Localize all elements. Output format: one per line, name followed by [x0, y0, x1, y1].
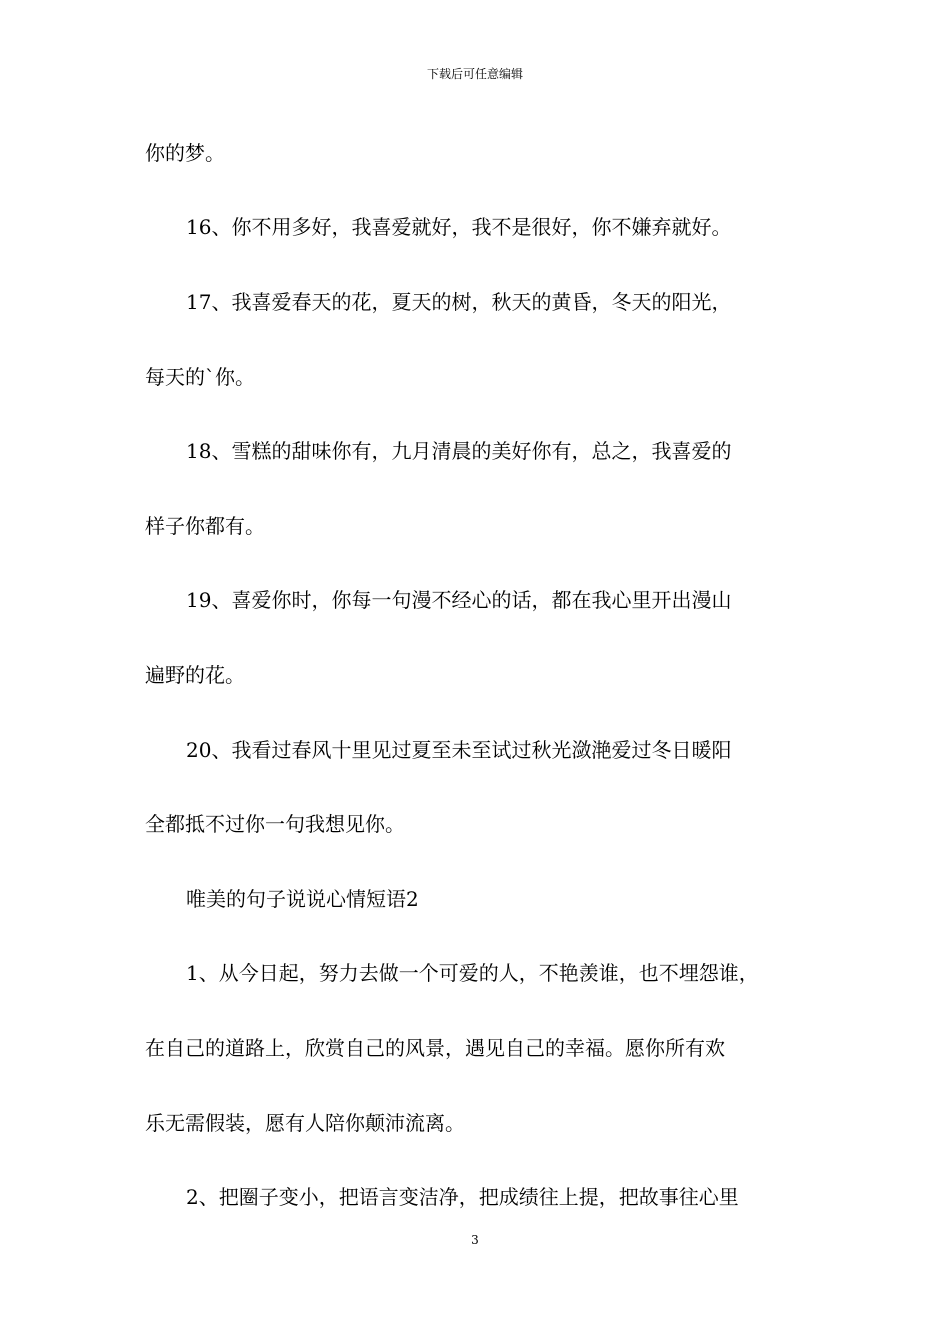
body-text-line: 全都抵不过你一句我想见你。: [145, 812, 405, 836]
body-text-line: 你的梦。: [145, 141, 225, 165]
list-item-20: 20、我看过春风十里见过夏至未至试过秋光潋滟爱过冬日暖阳: [186, 738, 732, 762]
body-text-line: 样子你都有。: [145, 514, 265, 538]
list-item-18: 18、雪糕的甜味你有，九月清晨的美好你有，总之，我喜爱的: [186, 439, 732, 463]
section-heading: 唯美的句子说说心情短语2: [186, 887, 419, 911]
body-text-line: 每天的`你。: [145, 365, 255, 389]
page-number: 3: [471, 1233, 479, 1247]
list-item-1: 1、从今日起，努力去做一个可爱的人，不艳羡谁，也不埋怨谁，: [186, 961, 759, 985]
body-text-line: 遍野的花。: [145, 663, 245, 687]
list-item-17: 17、我喜爱春天的花，夏天的树，秋天的黄昏，冬天的阳光，: [186, 290, 732, 314]
page-header: 下载后可任意编辑: [426, 67, 523, 81]
body-text-line: 在自己的道路上，欣赏自己的风景，遇见自己的幸福。愿你所有欢: [145, 1036, 725, 1060]
list-item-19: 19、喜爱你时，你每一句漫不经心的话，都在我心里开出漫山: [186, 588, 732, 612]
list-item-2: 2、把圈子变小，把语言变洁净，把成绩往上提，把故事往心里: [186, 1185, 739, 1209]
body-text-line: 乐无需假装，愿有人陪你颠沛流离。: [145, 1111, 465, 1135]
list-item-16: 16、你不用多好，我喜爱就好，我不是很好，你不嫌弃就好。: [186, 215, 732, 239]
